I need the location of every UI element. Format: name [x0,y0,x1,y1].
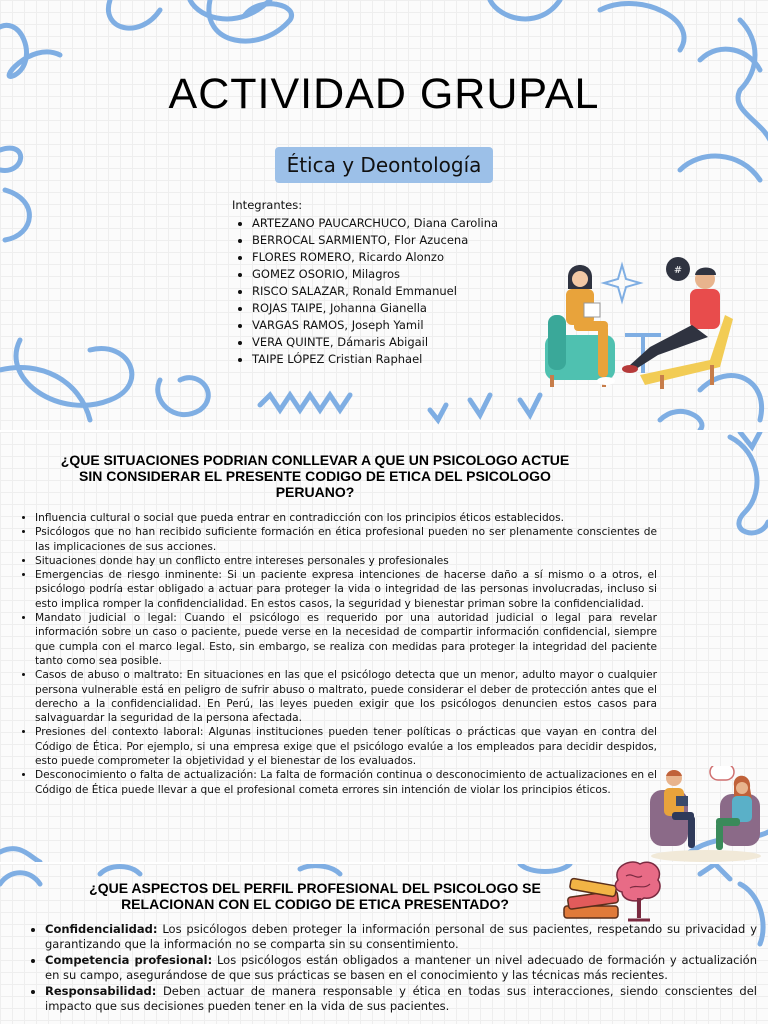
aspect-term: Competencia profesional: [45,952,213,967]
page-title: ACTIVIDAD GRUPAL [168,70,600,118]
member-item: • ARTEZANO PAUCARCHUCO, Diana Carolina [252,215,498,232]
list-item [45,984,757,1015]
list-item: • Emergencias de riesgo inminente: Si un paciente expresa intenciones de hacerse daño a sí mismo o a otros, el psicólogo podría estar obligado a actuar para proteger la vida o integridad de las personas involucradas, incluso si esto implica romper la confidencialidad. En estos casos, la seguridad y bienestar priman sobre la confidencialidad. [35,568,657,611]
cover-slide [0,0,768,430]
list-item [45,953,757,984]
member-item: • FLORES ROMERO, Ricardo Alonzo [252,249,498,266]
aspect-text: Los psicólogos deben proteger la información personal de sus pacientes, respetando su privacidad y garantizando que la información no se comparta sin su consentimiento. [45,922,757,952]
subject-badge: Ética y Deontología [275,147,493,183]
list-item: • Mandato judicial o legal: Cuando el psicólogo es requerido por una autoridad judicial o legal para revelar información sobre un caso o paciente, puede verse en la necesidad de compartir información confidencial, siempre que cumpla con el marco legal. Esto, sin embargo, se realiza con medidas para proteger la integridad del paciente tanto como sea posible. [35,611,657,668]
member-item: • BERROCAL SARMIENTO, Flor Azucena [252,232,498,249]
member-item: • TAIPE LÓPEZ Cristian Raphael [252,351,498,368]
list-item: • Desconocimiento o falta de actualización: La falta de formación continua o desconocimiento de actualizaciones en el Código de Ética puede llevar a que el profesional cometa errores sin intención de violar los principios éticos. [35,768,657,797]
list-item: • Psicólogos que no han recibido suficiente formación en ética profesional pueden no ser plenamente conscientes de las implicaciones de sus acciones. [35,525,657,554]
member-item: • VERA QUINTE, Dámaris Abigail [252,334,498,351]
counseling-illustration [646,766,764,862]
aspect-text: Los psicólogos están obligados a mantener un nivel adecuado de formación y actualización en su campo, asegurándose de que sus prácticas se basen en el conocimiento y las técnicas más recientes. [45,952,757,983]
member-item: • RISCO SALAZAR, Ronald Emmanuel [252,283,498,300]
list-item: • Casos de abuso o maltrato: En situaciones en las que el psicólogo detecta que un menor, adulto mayor o cualquier persona vulnerable está en peligro de sufrir abuso o maltrato, puede considerar el deber de protección antes que el derecho a la confidencialidad. En Perú, las leyes pueden exigir que los psicólogos denuncien estos casos para salvaguardar la seguridad de la persona afectada. [35,668,657,725]
section-question: ¿QUE SITUACIONES PODRIAN CONLLEVAR A QUE UN PSICOLOGO ACTUE SIN CONSIDERAR EL PRESENTE CODIGO DE ETICA DEL PSICOLOGO PERUANO? [60,452,570,500]
member-item: • GOMEZ OSORIO, Milagros [252,266,498,283]
therapy-session-illustration [540,255,740,395]
aspect-text: Deben actuar de manera responsable y ética en todas sus interacciones, siendo conscientes del impacto que sus decisiones pueden tener en la vida de sus pacientes. [45,983,757,1014]
books-brain-illustration [560,858,664,928]
aspect-term: Responsabilidad: [45,983,157,998]
situations-list [22,511,657,797]
list-item: • Influencia cultural o social que pueda entrar en contradicción con los principios éticos establecidos. [35,511,657,525]
svg-text:#: # [673,265,683,276]
profile-aspects-list [30,922,757,1014]
member-item: • ROJAS TAIPE, Johanna Gianella [252,300,498,317]
member-item: • VARGAS RAMOS, Joseph Yamil [252,317,498,334]
aspect-term: Confidencialidad: [45,922,158,936]
members-label: Integrantes: [232,198,303,212]
members-list [232,215,498,368]
list-item: • Presiones del contexto laboral: Algunas instituciones pueden tener políticas o prácticas que vayan en contra del Código de Ética. Por ejemplo, si una empresa exige que el psicólogo evalúe a los empleados para decidir despidos, esto puede comprometer la objetividad y el bienestar de los evaluados. [35,725,657,768]
section-question: ¿QUE ASPECTOS DEL PERFIL PROFESIONAL DEL PSICOLOGO SE RELACIONAN CON EL CODIGO DE ETICA PRESENTADO? [89,880,541,912]
list-item: • Situaciones donde hay un conflicto entre intereses personales y profesionales [35,554,657,568]
